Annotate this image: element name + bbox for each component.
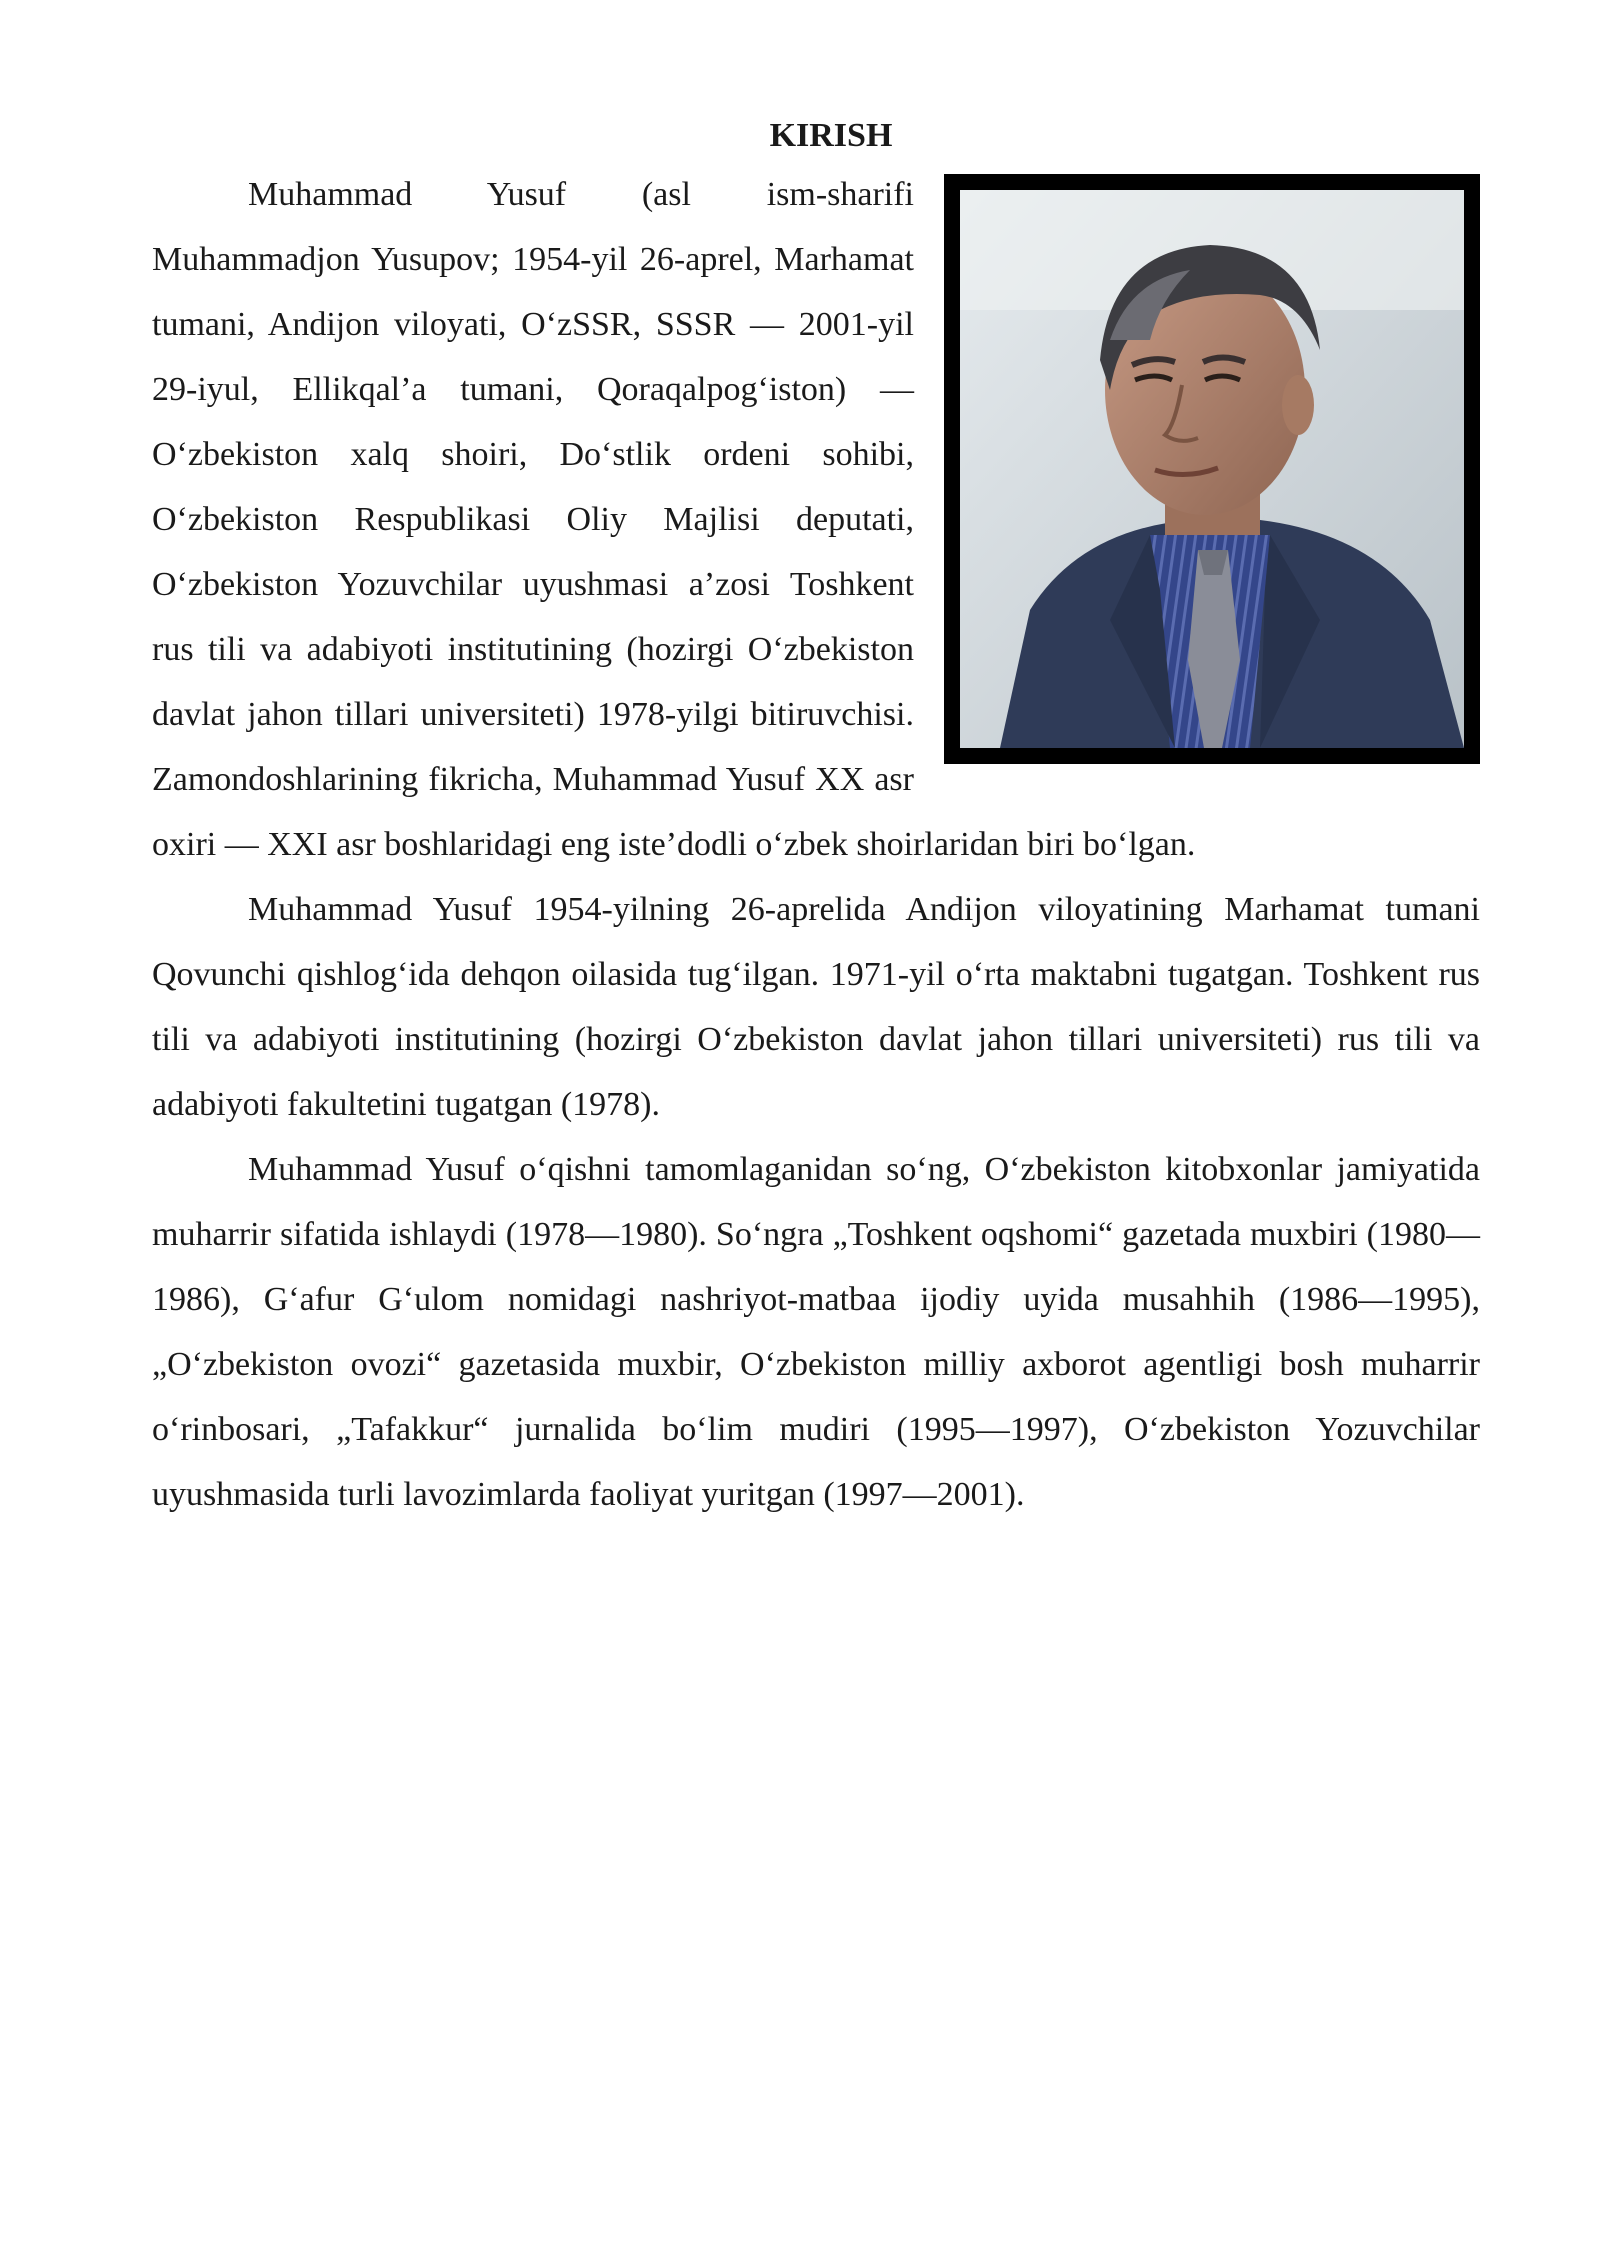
portrait-illustration [960,190,1464,748]
paragraph-intro-text: Muhammad Yusuf (asl ism-sharifi Muhammadjon Yusupov; 1954-yil 26-aprel, Marhamat tumani, Andijon viloyati, O‘zSSR, SSSR — 2001-yil 29-iyul, Ellikqal’a tumani, Qoraqalpog‘iston) — O‘zbekiston xalq shoiri, Do‘stlik ordeni sohibi, O‘zbekiston Respublikasi Oliy Majlisi deputati, O‘zbekiston Yozuvchilar uyushmasi a’zosi Toshkent rus tili va adabiyoti institutining (hozirgi O‘zbekiston davlat jahon tillari universiteti) 1978-yilgi bitiruvchisi. Zamondoshlarining fikricha, Muhammad Yusuf XX asr oxiri — XXI asr boshlaridagi eng iste’dodli o‘zbek shoirlaridan biri bo‘lgan. [152,176,1196,863]
page-title: KIRISH [769,117,893,154]
paragraph-intro [152,162,1480,877]
document-page [152,110,1480,1527]
portrait-photo [944,174,1480,764]
paragraph-birth: Muhammad Yusuf 1954-yilning 26-aprelida Andijon viloyatining Marhamat tumani Qovunchi qishlog‘ida dehqon oilasida tug‘ilgan. 1971-yil o‘rta maktabni tugatgan. Toshkent rus tili va adabiyoti institutining (hozirgi O‘zbekiston davlat jahon tillari universiteti) rus tili va adabiyoti fakultetini tugatgan (1978). [152,891,1480,1123]
paragraph-career: Muhammad Yusuf o‘qishni tamomlaganidan so‘ng, O‘zbekiston kitobxonlar jamiyatida muharrir sifatida ishlaydi (1978—1980). So‘ngra „Toshkent oqshomi“ gazetada muxbiri (1980—1986), G‘afur G‘ulom nomidagi nashriyot-matbaa ijodiy uyida musahhih (1986—1995), „O‘zbekiston ovozi“ gazetasida muxbir, O‘zbekiston milliy axborot agentligi bosh muharrir o‘rinbosari, „Tafakkur“ jurnalida bo‘lim mudiri (1995—1997), O‘zbekiston Yozuvchilar uyushmasida turli lavozimlarda faoliyat yuritgan (1997—2001). [152,1151,1480,1513]
